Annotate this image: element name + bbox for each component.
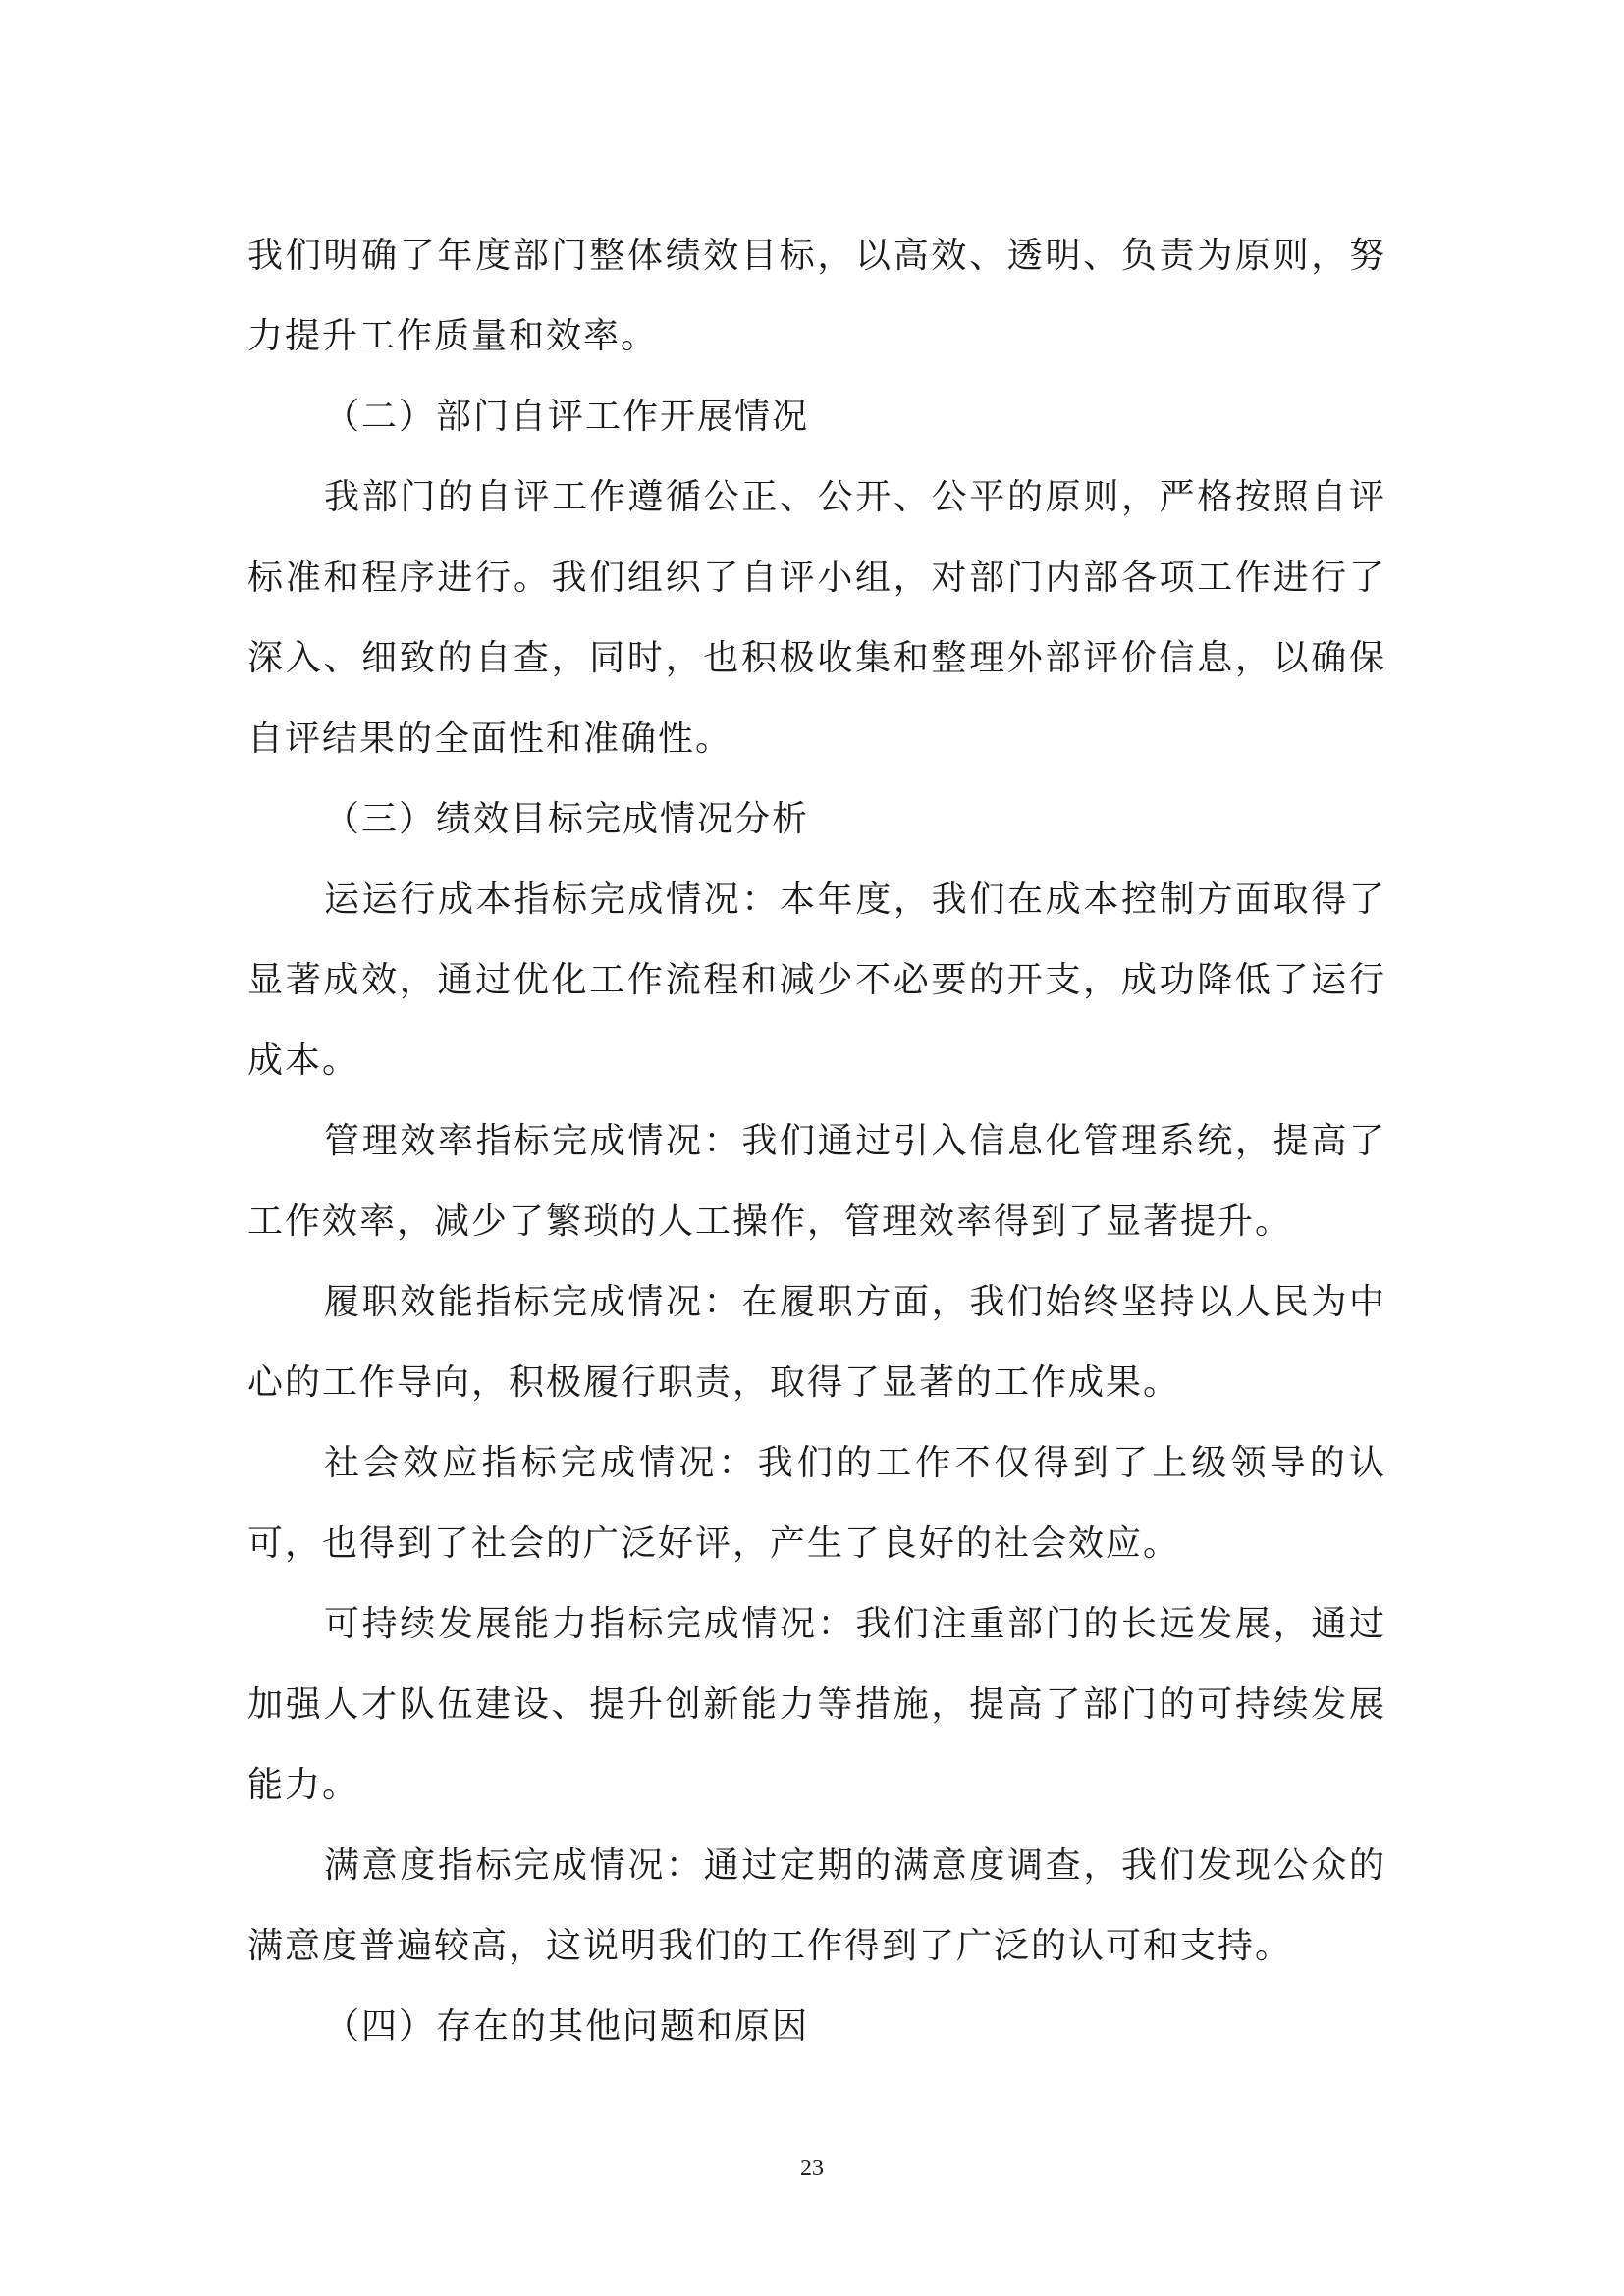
paragraph-social-effect: 社会效应指标完成情况：我们的工作不仅得到了上级领导的认可，也得到了社会的广泛好评，产生了良好的社会效应。 bbox=[247, 1443, 1386, 1564]
body-text bbox=[247, 216, 1386, 2067]
section-heading-2: （二）部门自评工作开展情况 bbox=[324, 397, 810, 437]
paragraph-performance-effectiveness: 履职效能指标完成情况：在履职方面，我们始终坚持以人民为中心的工作导向，积极履行职责，取得了显著的工作成果。 bbox=[247, 1282, 1386, 1403]
section-heading-4: （四）存在的其他问题和原因 bbox=[324, 2006, 810, 2047]
paragraph-continued: 我们明确了年度部门整体绩效目标，以高效、透明、负责为原则，努力提升工作质量和效率。 bbox=[247, 236, 1386, 356]
paragraph-operating-cost: 运运行成本指标完成情况：本年度，我们在成本控制方面取得了显著成效，通过优化工作流程和减少不必要的开支，成功降低了运行成本。 bbox=[247, 880, 1386, 1081]
paragraph-satisfaction: 满意度指标完成情况：通过定期的满意度调查，我们发现公众的满意度普遍较高，这说明我们的工作得到了广泛的认可和支持。 bbox=[247, 1845, 1386, 1966]
paragraph-management-efficiency: 管理效率指标完成情况：我们通过引入信息化管理系统，提高了工作效率，减少了繁琐的人工操作，管理效率得到了显著提升。 bbox=[247, 1121, 1386, 1242]
paragraph-sustainability: 可持续发展能力指标完成情况：我们注重部门的长远发展，通过加强人才队伍建设、提升创新能力等措施，提高了部门的可持续发展能力。 bbox=[247, 1604, 1386, 1805]
paragraph-self-evaluation: 我部门的自评工作遵循公正、公开、公平的原则，严格按照自评标准和程序进行。我们组织了自评小组，对部门内部各项工作进行了深入、细致的自查，同时，也积极收集和整理外部评价信息，以确保自评结果的全面性和准确性。 bbox=[247, 477, 1386, 759]
section-heading-3: （三）绩效目标完成情况分析 bbox=[324, 799, 810, 839]
page-number: 23 bbox=[800, 2156, 824, 2181]
